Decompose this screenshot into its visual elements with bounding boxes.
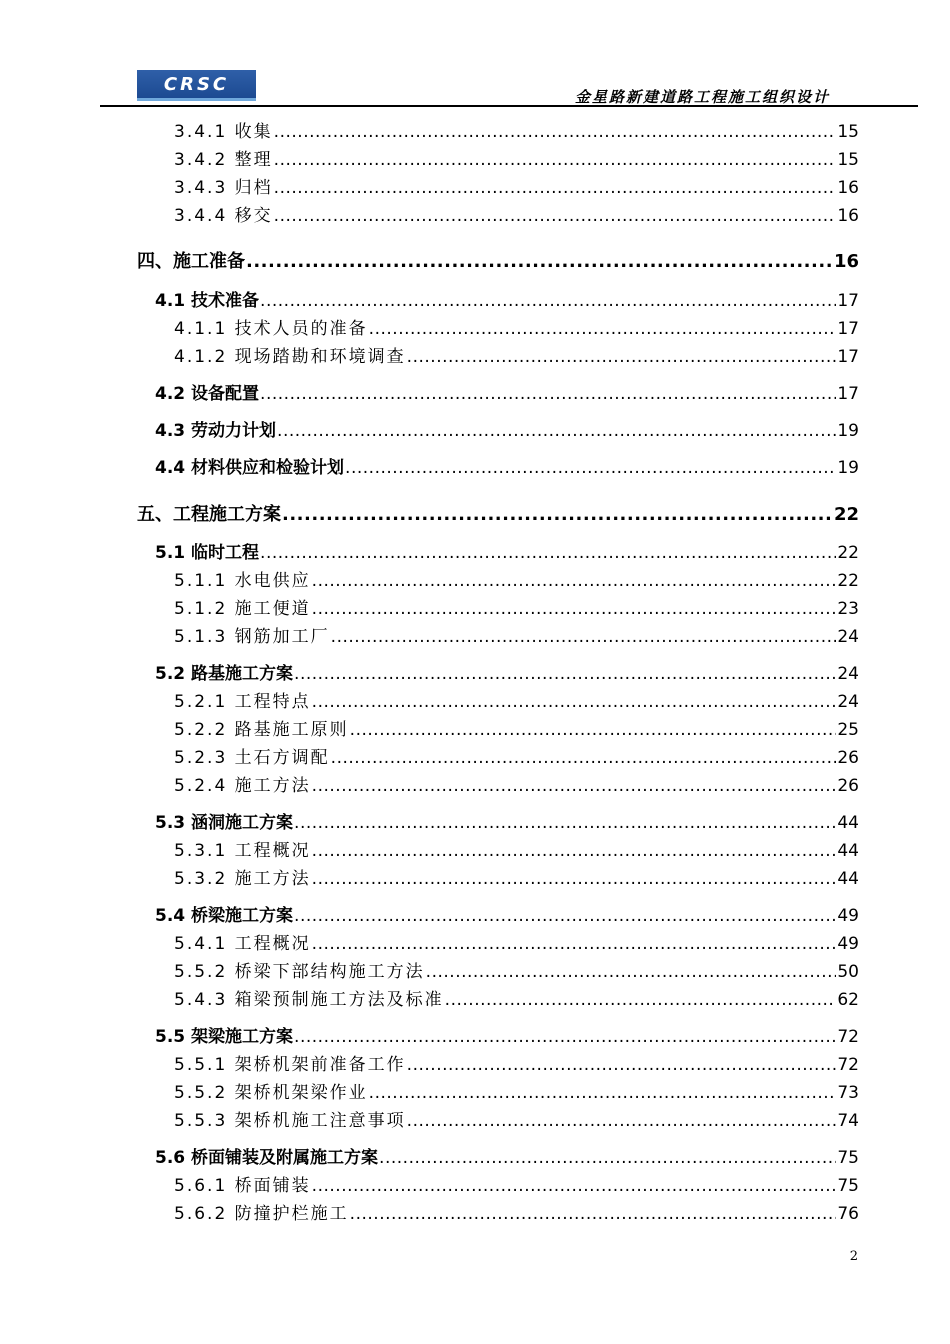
- toc-entry-label: 5.2.4 施工方法: [174, 776, 311, 796]
- toc-leader-dots: [331, 627, 837, 647]
- toc-entry-page: 24: [837, 627, 859, 647]
- toc-entry-page: 19: [837, 458, 859, 478]
- toc-leader-dots: [277, 421, 836, 441]
- toc-entry[interactable]: [174, 687, 859, 712]
- toc-leader-dots: [312, 599, 837, 619]
- toc-entry[interactable]: [174, 145, 859, 170]
- toc-leader-dots: [331, 748, 837, 768]
- toc-leader-dots: [260, 384, 836, 404]
- toc-entry-page: 19: [837, 421, 859, 441]
- toc-entry-page: 17: [837, 291, 859, 311]
- toc-entry-page: 50: [837, 962, 859, 982]
- toc-entry-label: 5.5.2 桥梁下部结构施工方法: [174, 962, 425, 982]
- toc-section-entry[interactable]: [155, 659, 859, 684]
- toc-entry-page: 22: [837, 571, 859, 591]
- toc-entry-page: 72: [837, 1055, 859, 1075]
- toc-entry-page: 16: [837, 206, 859, 226]
- toc-entry-label: 5.4 桥梁施工方案: [155, 906, 294, 926]
- toc-entry-page: 44: [837, 813, 859, 833]
- document-header-title: 金星路新建道路工程施工组织设计: [574, 88, 830, 106]
- toc-entry-page: 26: [837, 776, 859, 796]
- toc-entry-page: 22: [837, 543, 859, 563]
- toc-leader-dots: [312, 1176, 837, 1196]
- toc-entry-page: 16: [833, 251, 859, 272]
- toc-entry-page: 26: [837, 748, 859, 768]
- toc-leader-dots: [445, 990, 837, 1010]
- toc-leader-dots: [274, 150, 837, 170]
- toc-entry[interactable]: [174, 173, 859, 198]
- toc-chapter-entry[interactable]: [137, 247, 859, 273]
- toc-entry-label: 5.3 涵洞施工方案: [155, 813, 294, 833]
- toc-entry-page: 17: [837, 319, 859, 339]
- toc-entry-label: 五、工程施工方案: [137, 504, 281, 525]
- toc-section-entry[interactable]: [155, 808, 859, 833]
- toc-entry-label: 5.1.3 钢筋加工厂: [174, 627, 330, 647]
- toc-entry-page: 15: [837, 122, 859, 142]
- toc-entry-label: 4.1.1 技术人员的准备: [174, 319, 368, 339]
- toc-leader-dots: [426, 962, 837, 982]
- toc-entry[interactable]: [174, 864, 859, 889]
- toc-entry-label: 5.3.1 工程概况: [174, 841, 311, 861]
- toc-entry-label: 4.1 技术准备: [155, 291, 260, 311]
- toc-entry[interactable]: [174, 566, 859, 591]
- toc-entry[interactable]: [174, 836, 859, 861]
- toc-section-entry[interactable]: [155, 453, 859, 478]
- toc-leader-dots: [369, 319, 837, 339]
- toc-entry[interactable]: [174, 743, 859, 768]
- toc-entry-label: 5.3.2 施工方法: [174, 869, 311, 889]
- page-number: 2: [849, 1249, 858, 1264]
- toc-entry-label: 3.4.4 移交: [174, 206, 273, 226]
- toc-entry[interactable]: [174, 314, 859, 339]
- toc-leader-dots: [294, 1027, 836, 1047]
- toc-entry-page: 49: [837, 934, 859, 954]
- toc-entry-label: 4.4 材料供应和检验计划: [155, 458, 345, 478]
- toc-entry-label: 5.6.1 桥面铺装: [174, 1176, 311, 1196]
- toc-entry[interactable]: [174, 1078, 859, 1103]
- toc-entry-label: 5.6.2 防撞护栏施工: [174, 1204, 349, 1224]
- toc-entry-label: 3.4.1 收集: [174, 122, 273, 142]
- toc-leader-dots: [312, 692, 837, 712]
- toc-entry-page: 49: [837, 906, 859, 926]
- toc-leader-dots: [312, 841, 837, 861]
- toc-leader-dots: [350, 720, 837, 740]
- toc-leader-dots: [294, 664, 836, 684]
- toc-leader-dots: [274, 178, 837, 198]
- toc-entry-label: 5.5.1 架桥机架前准备工作: [174, 1055, 406, 1075]
- toc-entry-page: 22: [833, 504, 859, 525]
- toc-entry-label: 四、施工准备: [137, 251, 245, 272]
- toc-leader-dots: [407, 347, 837, 367]
- toc-leader-dots: [312, 571, 837, 591]
- toc-entry-page: 76: [837, 1204, 859, 1224]
- toc-entry[interactable]: [174, 622, 859, 647]
- toc-leader-dots: [369, 1083, 837, 1103]
- toc-leader-dots: [274, 206, 837, 226]
- toc-entry-page: 24: [837, 692, 859, 712]
- toc-section-entry[interactable]: [155, 901, 859, 926]
- toc-leader-dots: [379, 1148, 836, 1168]
- toc-section-entry[interactable]: [155, 416, 859, 441]
- toc-entry-label: 5.2 路基施工方案: [155, 664, 294, 684]
- toc-entry[interactable]: [174, 1050, 859, 1075]
- toc-entry[interactable]: [174, 715, 859, 740]
- toc-entry-page: 75: [837, 1148, 859, 1168]
- toc-entry-label: 5.5 架梁施工方案: [155, 1027, 294, 1047]
- toc-entry-label: 5.4.3 箱梁预制施工方法及标准: [174, 990, 444, 1010]
- toc-section-entry[interactable]: [155, 379, 859, 404]
- toc-entry-label: 5.1 临时工程: [155, 543, 260, 563]
- toc-leader-dots: [294, 813, 836, 833]
- toc-entry-page: 25: [837, 720, 859, 740]
- toc-entry-page: 23: [837, 599, 859, 619]
- toc-entry[interactable]: [174, 117, 859, 142]
- toc-entry-label: 3.4.3 归档: [174, 178, 273, 198]
- toc-entry-label: 5.1.1 水电供应: [174, 571, 311, 591]
- toc-leader-dots: [260, 543, 836, 563]
- toc-entry-label: 5.1.2 施工便道: [174, 599, 311, 619]
- toc-leader-dots: [282, 504, 833, 525]
- toc-entry-page: 16: [837, 178, 859, 198]
- toc-entry-page: 74: [837, 1111, 859, 1131]
- toc-leader-dots: [246, 251, 833, 272]
- toc-entry-label: 4.1.2 现场踏勘和环境调查: [174, 347, 406, 367]
- toc-entry[interactable]: [174, 1106, 859, 1131]
- toc-entry-page: 72: [837, 1027, 859, 1047]
- toc-entry[interactable]: [174, 771, 859, 796]
- toc-section-entry[interactable]: [155, 286, 859, 311]
- toc-leader-dots: [260, 291, 836, 311]
- toc-entry-label: 5.2.2 路基施工原则: [174, 720, 349, 740]
- toc-entry-page: 44: [837, 869, 859, 889]
- toc-entry-label: 5.5.2 架桥机架梁作业: [174, 1083, 368, 1103]
- toc-entry-page: 73: [837, 1083, 859, 1103]
- toc-entry-label: 5.5.3 架桥机施工注意事项: [174, 1111, 406, 1131]
- toc-entry[interactable]: [174, 1171, 859, 1196]
- toc-entry-label: 4.2 设备配置: [155, 384, 260, 404]
- toc-entry-label: 5.6 桥面铺装及附属施工方案: [155, 1148, 379, 1168]
- toc-entry-page: 17: [837, 384, 859, 404]
- toc-entry[interactable]: [174, 342, 859, 367]
- toc-entry[interactable]: [174, 957, 859, 982]
- toc-section-entry[interactable]: [155, 1022, 859, 1047]
- toc-leader-dots: [274, 122, 837, 142]
- toc-entry-label: 5.4.1 工程概况: [174, 934, 311, 954]
- toc-section-entry[interactable]: [155, 1143, 859, 1168]
- toc-entry-page: 24: [837, 664, 859, 684]
- toc-entry[interactable]: [174, 201, 859, 226]
- toc-leader-dots: [312, 776, 837, 796]
- toc-entry-page: 15: [837, 150, 859, 170]
- toc-leader-dots: [312, 934, 837, 954]
- toc-entry-label: 5.2.1 工程特点: [174, 692, 311, 712]
- toc-chapter-entry[interactable]: [137, 500, 859, 526]
- toc-leader-dots: [345, 458, 836, 478]
- toc-leader-dots: [350, 1204, 837, 1224]
- logo-text: CRSC: [163, 73, 230, 95]
- toc-leader-dots: [294, 906, 836, 926]
- toc-entry[interactable]: [174, 929, 859, 954]
- toc-entry-label: 4.3 劳动力计划: [155, 421, 277, 441]
- toc-entry[interactable]: [174, 985, 859, 1010]
- toc-entry[interactable]: [174, 594, 859, 619]
- toc-entry[interactable]: [174, 1199, 859, 1224]
- toc-entry-label: 3.4.2 整理: [174, 150, 273, 170]
- toc-entry-page: 75: [837, 1176, 859, 1196]
- toc-leader-dots: [407, 1055, 837, 1075]
- toc-entry-page: 17: [837, 347, 859, 367]
- toc-leader-dots: [312, 869, 837, 889]
- toc-entry-label: 5.2.3 土石方调配: [174, 748, 330, 768]
- toc-entry-page: 44: [837, 841, 859, 861]
- toc-entry-page: 62: [837, 990, 859, 1010]
- toc-section-entry[interactable]: [155, 538, 859, 563]
- toc-leader-dots: [407, 1111, 837, 1131]
